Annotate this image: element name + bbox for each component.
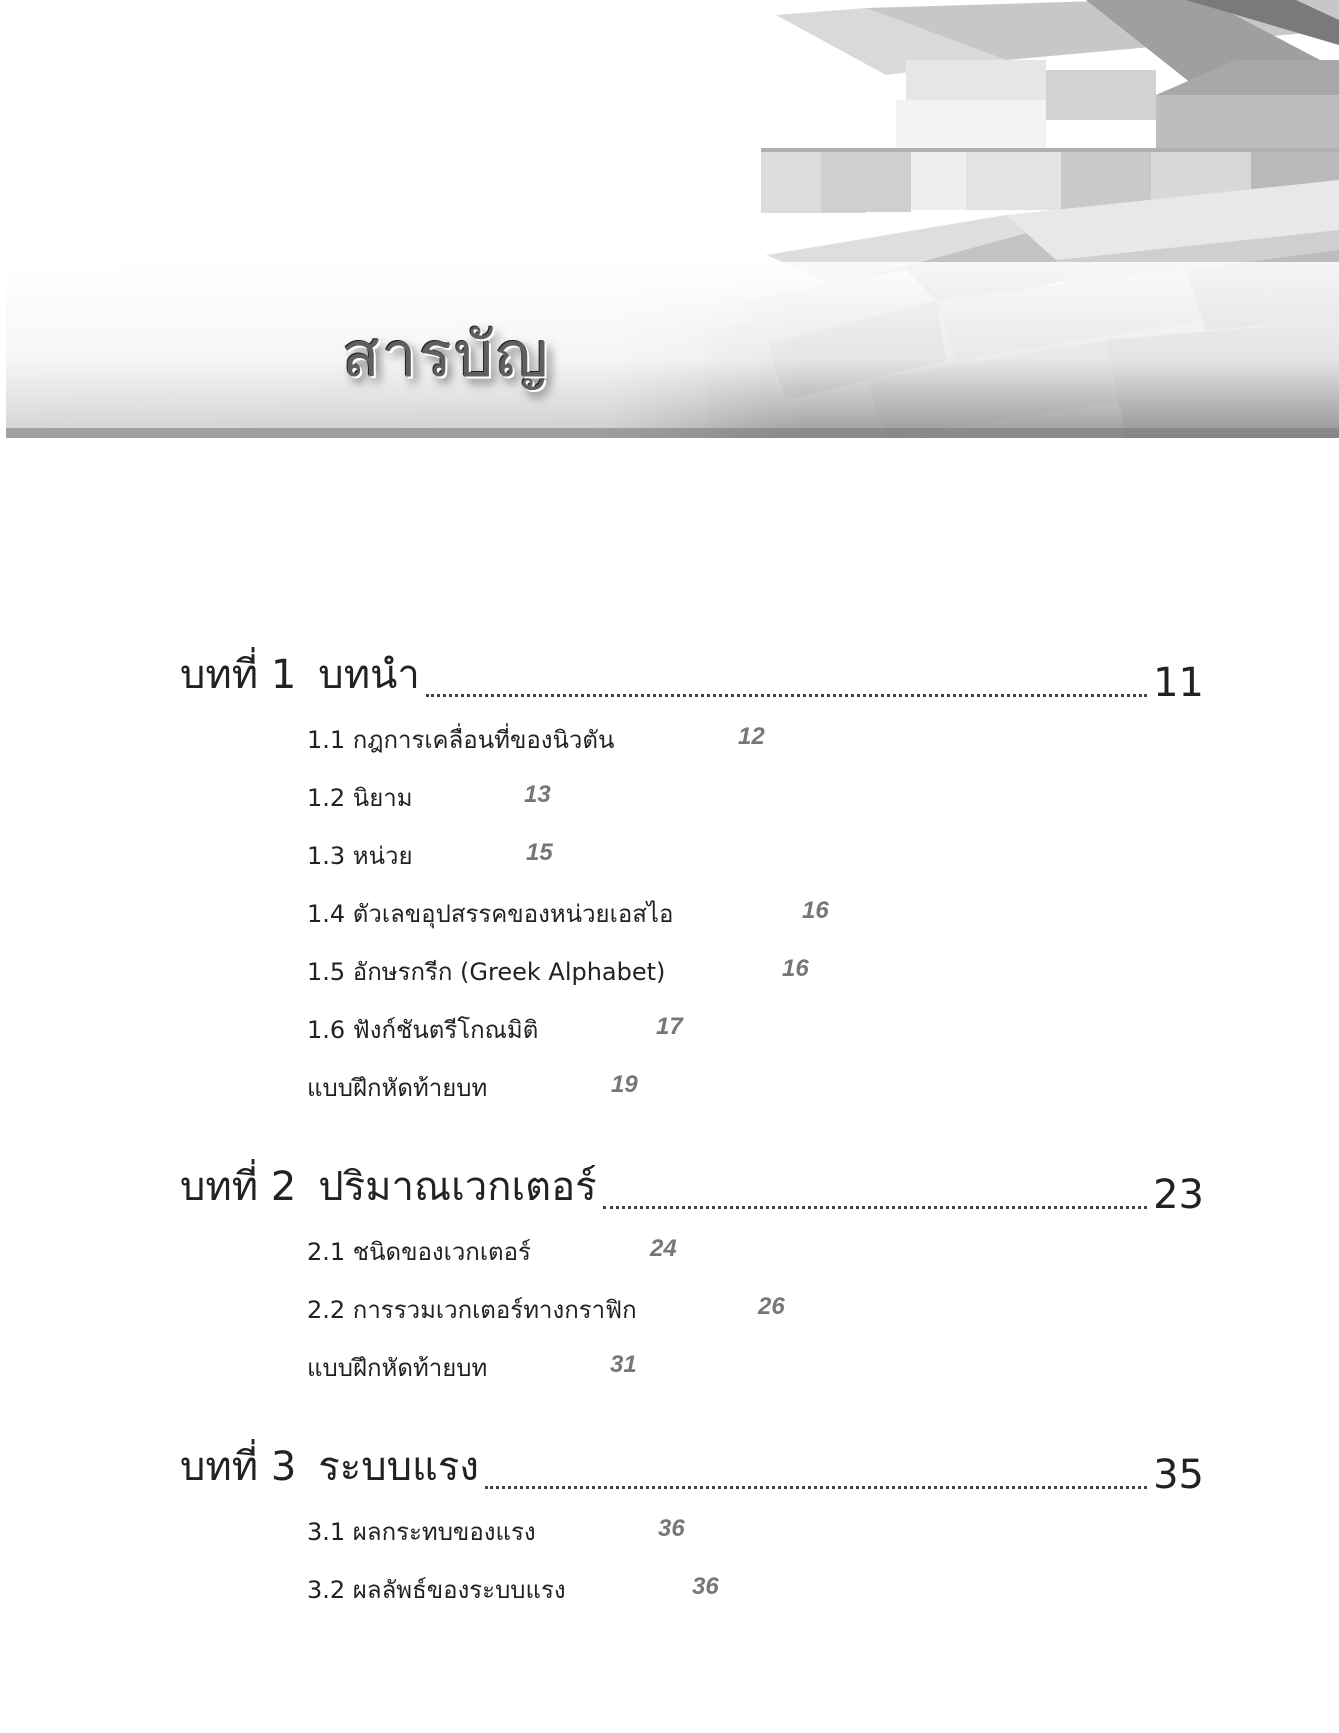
chapter-number: บทที่ 2 (180, 1164, 297, 1210)
toc-item-page: 16 (802, 897, 829, 924)
toc-item[interactable] (307, 894, 673, 928)
toc-item-label: 2.2 การรวมเวกเตอร์ทางกราฟิก (307, 1296, 637, 1324)
chapter-title: ปริมาณเวกเตอร์ (318, 1164, 597, 1210)
geometric-blocks-graphic (6, 0, 1339, 438)
toc-item-label: แบบฝึกหัดท้ายบท (307, 1074, 488, 1102)
toc-item-page: 31 (610, 1351, 637, 1378)
toc-item-label: 3.2 ผลลัพธ์ของระบบแรง (307, 1576, 566, 1604)
toc-item[interactable] (307, 1010, 538, 1044)
toc-item-label: 1.3 หน่วย (307, 842, 413, 870)
toc-item-page: 12 (738, 723, 765, 750)
toc-item-label: 3.1 ผลกระทบของแรง (307, 1518, 536, 1546)
page-title: สารบัญ (342, 318, 551, 391)
toc-item[interactable] (307, 1512, 536, 1546)
chapter-number: บทที่ 3 (180, 1444, 297, 1490)
toc-item-page: 19 (611, 1071, 638, 1098)
toc-item-page: 17 (656, 1013, 683, 1040)
toc-item-label: แบบฝึกหัดท้ายบท (307, 1354, 488, 1382)
toc-item[interactable] (307, 1290, 637, 1324)
dot-leader (426, 694, 1147, 697)
chapter-title: ระบบแรง (318, 1444, 479, 1490)
toc-item-page: 36 (692, 1573, 719, 1600)
header-banner (6, 0, 1339, 438)
toc-item-page: 24 (650, 1235, 677, 1262)
toc-item-page: 26 (758, 1293, 785, 1320)
toc-item-page: 36 (658, 1515, 685, 1542)
toc-item-label: 1.4 ตัวเลขอุปสรรคของหน่วยเอสไอ (307, 900, 674, 928)
toc-item-label: 1.2 นิยาม (307, 784, 413, 812)
toc-item-label: 1.5 อักษรกรีก (Greek Alphabet) (307, 958, 666, 986)
dot-leader (485, 1486, 1147, 1489)
toc-chapter-1[interactable] (180, 650, 1204, 706)
toc-item-label: 2.1 ชนิดของเวกเตอร์ (307, 1238, 531, 1266)
toc-item-label: 1.6 ฟังก์ชันตรีโกณมิติ (307, 1016, 539, 1044)
chapter-page-number: 11 (1153, 660, 1204, 706)
toc-item[interactable] (307, 952, 665, 986)
toc-item-page: 13 (524, 781, 551, 808)
dot-leader (603, 1206, 1147, 1209)
chapter-page-number: 35 (1153, 1452, 1204, 1498)
chapter-page-number: 23 (1153, 1172, 1204, 1218)
chapter-number: บทที่ 1 (180, 652, 297, 698)
toc-item-label: 1.1 กฎการเคลื่อนที่ของนิวตัน (307, 726, 615, 754)
toc-item[interactable] (307, 778, 413, 812)
toc-chapter-2[interactable] (180, 1162, 1204, 1218)
toc-item[interactable] (307, 1232, 531, 1266)
toc-item-page: 16 (782, 955, 809, 982)
toc-item-page: 15 (526, 839, 553, 866)
toc-item[interactable] (307, 1570, 566, 1604)
toc-item[interactable] (307, 720, 614, 754)
chapter-title: บทนำ (318, 652, 420, 698)
toc-item[interactable] (307, 836, 413, 870)
toc-chapter-3[interactable] (180, 1442, 1204, 1498)
toc-item[interactable] (307, 1348, 487, 1382)
toc-item[interactable] (307, 1068, 487, 1102)
